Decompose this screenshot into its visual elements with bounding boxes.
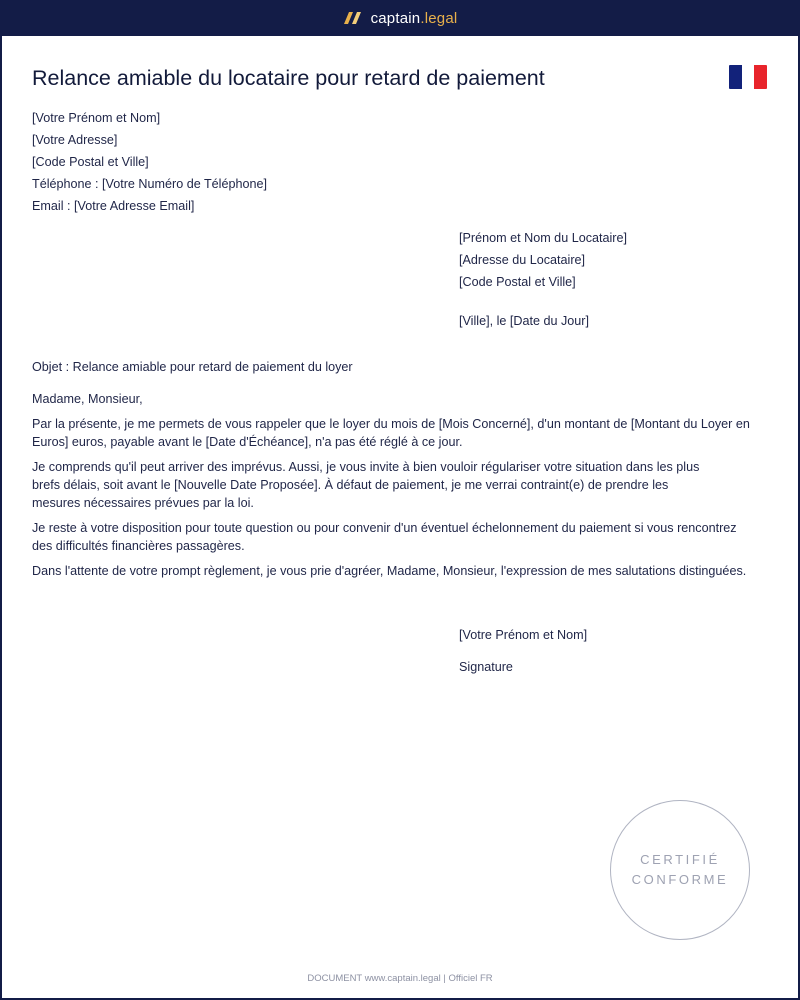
stamp-line-2: CONFORME (631, 872, 729, 887)
recipient-name: [Prénom et Nom du Locataire] (459, 231, 627, 245)
recipient-address: [Adresse du Locataire] (459, 253, 586, 267)
document-title: Relance amiable du locataire pour retard de paiement (32, 66, 545, 90)
body-paragraph: Par la présente, je me permets de vous rappeler que le loyer du mois de [Mois Concerné], d'un montant de [Montant du Loyer en Euros] euros, payable avant le [Date d'Échéance], n'a pas été réglé à ce jour. (32, 417, 750, 449)
signoff-name: [Votre Prénom et Nom] (459, 628, 588, 642)
sender-postal-city: [Code Postal et Ville] (32, 155, 149, 169)
subject-line: Objet : Relance amiable pour retard de paiement du loyer (32, 360, 353, 374)
signature-label: Signature (459, 660, 513, 674)
brand-name: captain.legal (370, 9, 458, 27)
french-flag-icon (729, 65, 767, 89)
recipient-postal-city: [Code Postal et Ville] (459, 275, 576, 289)
brand[interactable] (343, 10, 458, 27)
sender-address: [Votre Adresse] (32, 133, 118, 147)
salutation: Madame, Monsieur, (32, 392, 143, 406)
sender-email: Email : [Votre Adresse Email] (32, 199, 195, 213)
sender-name: [Votre Prénom et Nom] (32, 111, 161, 125)
body-paragraph: Je reste à votre disposition pour toute question ou pour convenir d'un éventuel échelonnement du paiement si vous rencontrez des difficultés financières passagères. (32, 521, 737, 553)
captain-legal-logo-icon (343, 10, 362, 26)
body-paragraph: Dans l'attente de votre prompt règlement, je vous prie d'agréer, Madame, Monsieur, l'expression de mes salutations distinguées. (32, 564, 747, 578)
footer: DOCUMENT www.captain.legal | Officiel FR (307, 973, 493, 984)
top-bar (0, 0, 800, 36)
sender-phone: Téléphone : [Votre Numéro de Téléphone] (32, 177, 268, 191)
certified-stamp (610, 800, 750, 940)
body-paragraph: Je comprends qu'il peut arriver des imprévus. Aussi, je vous invite à bien vouloir régulariser votre situation dans les plus brefs délais, soit avant le [Nouvelle Date Proposée]. À défaut de paiement, je me verrai contraint(e) de prendre les mesures nécessaires prévues par la loi. (32, 460, 700, 510)
place-date: [Ville], le [Date du Jour] (459, 314, 589, 328)
stamp-line-1: CERTIFIÉ (640, 852, 720, 867)
